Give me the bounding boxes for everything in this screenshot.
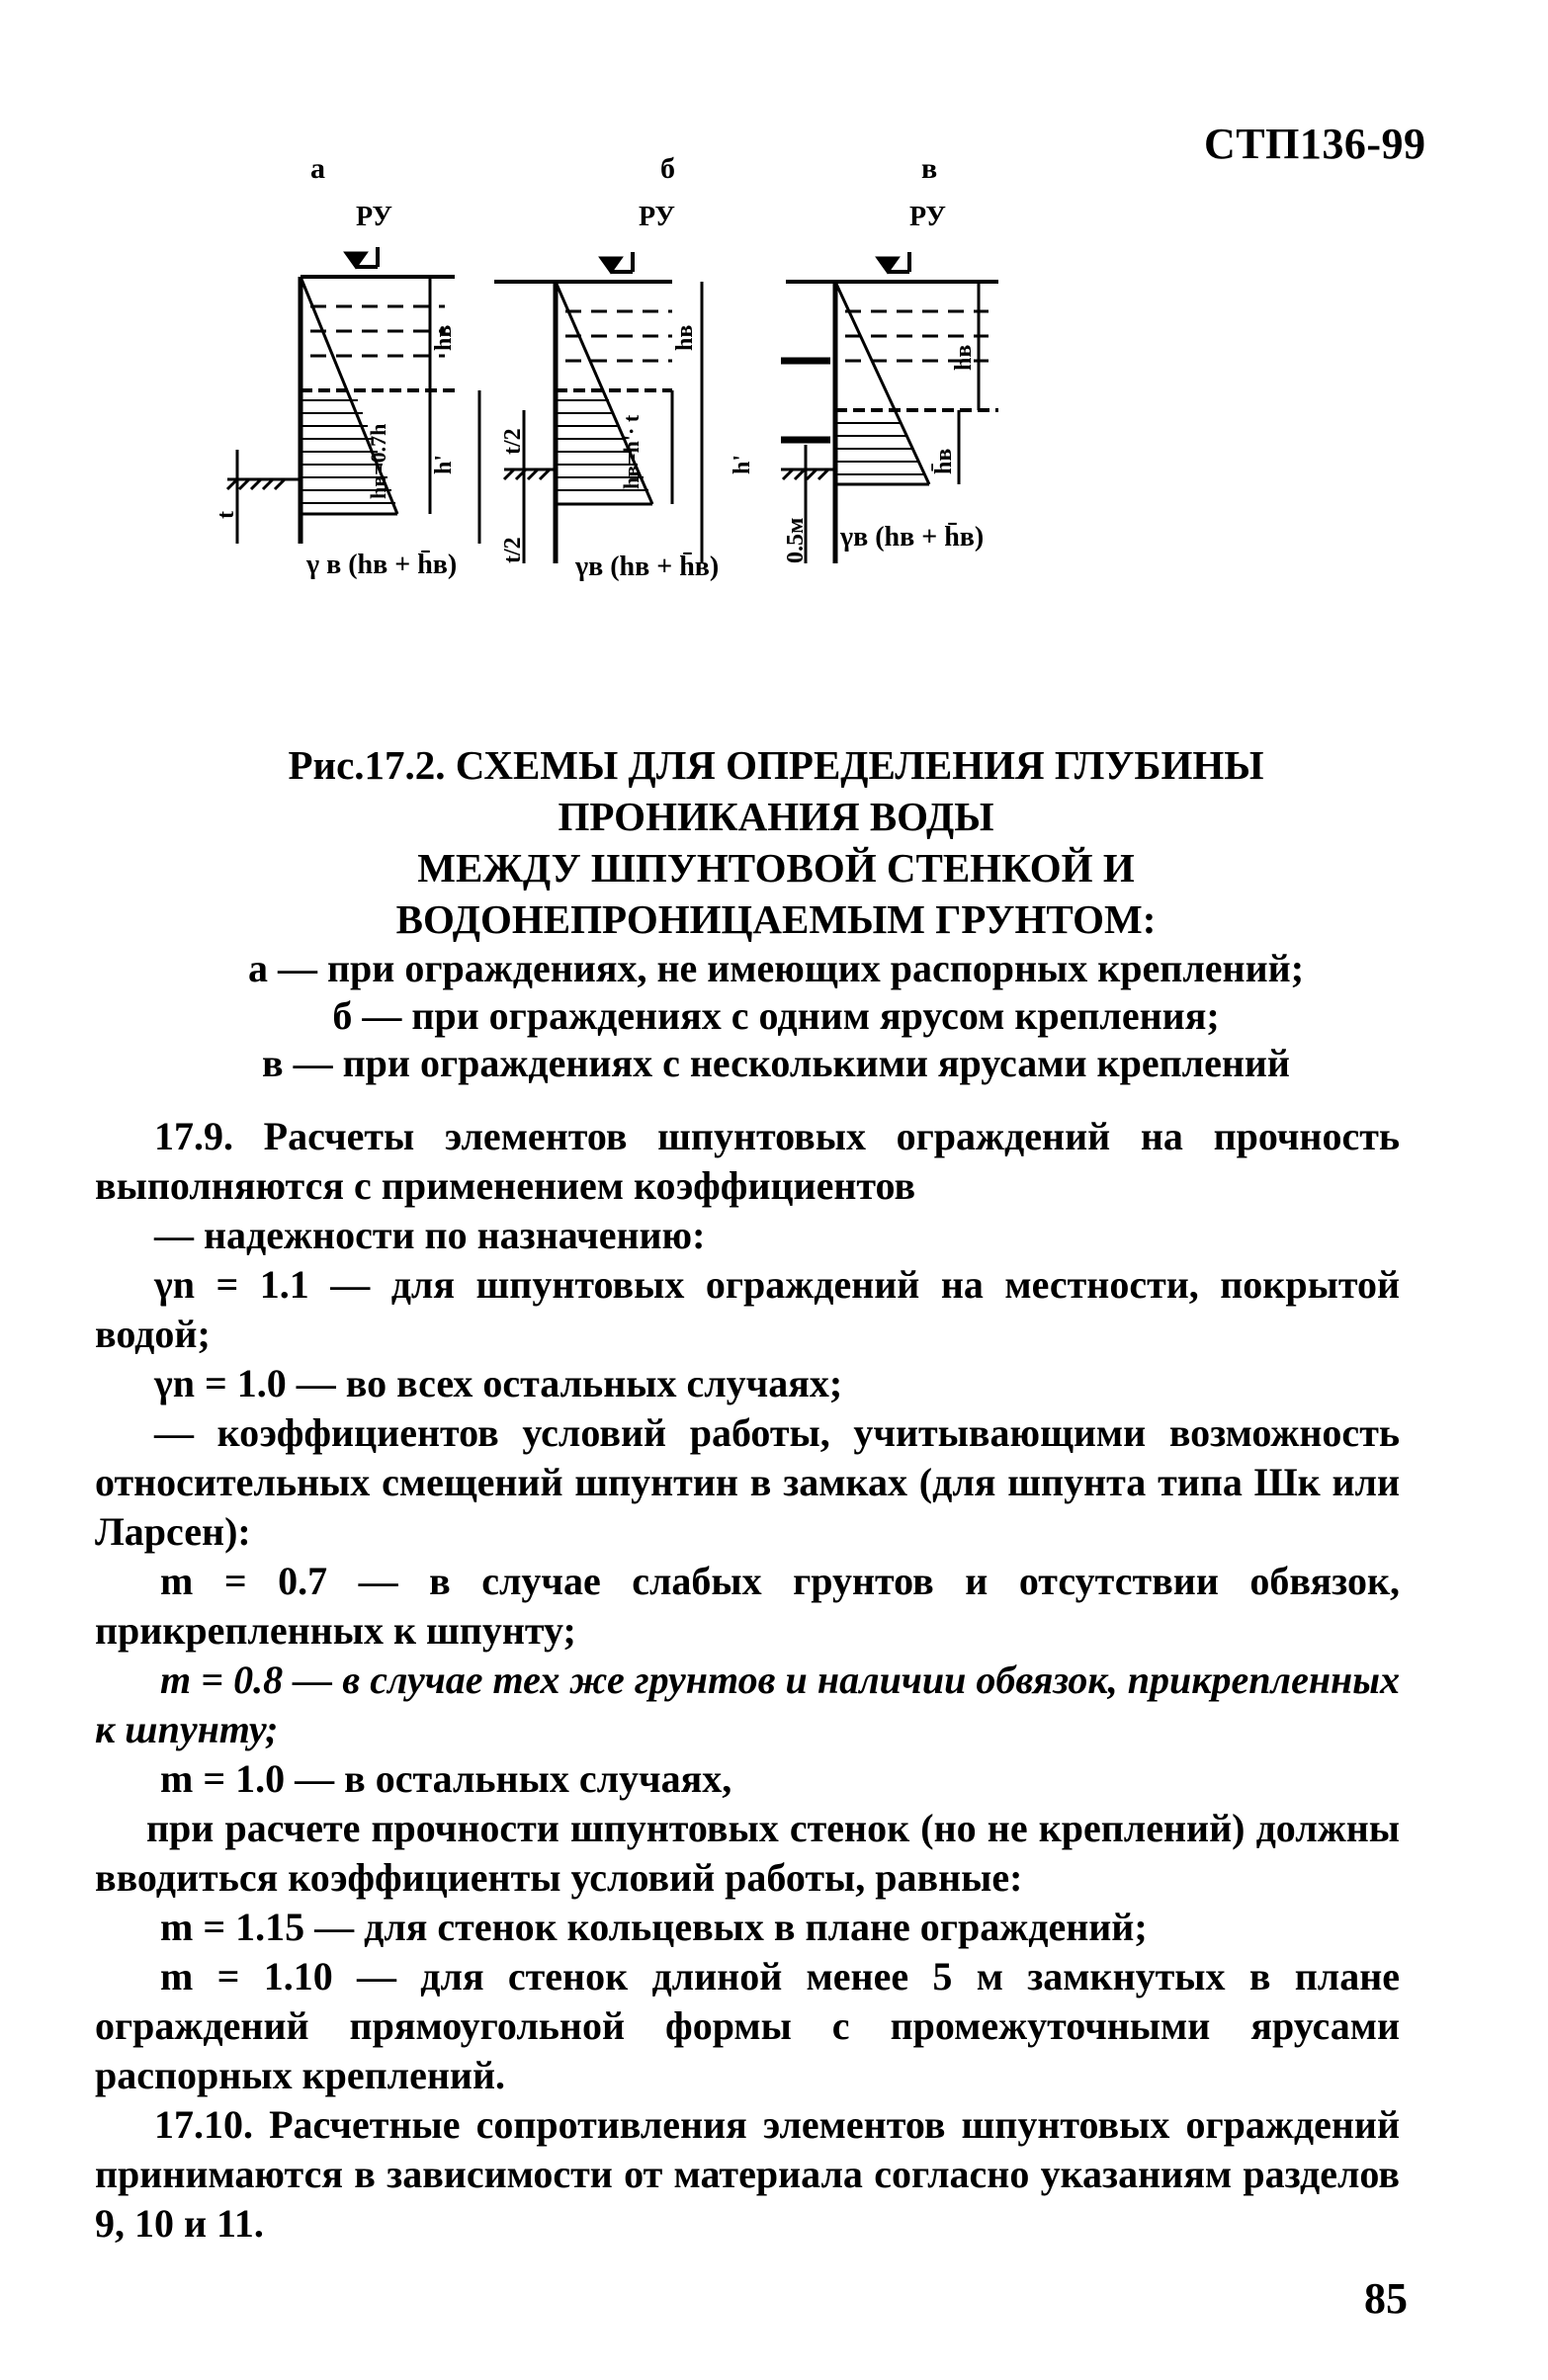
panel-b-base-formula: γв (hв + h̄в): [575, 552, 720, 582]
m-0-8: m = 0.8 — в случае тех же грунтов и наличии обвязок, прикрепленных к шпунту;: [95, 1658, 1400, 1751]
paragraph-17-9: 17.9. Расчеты элементов шпунтовых ограждений на прочность выполняются с применением коэффициентов: [95, 1114, 1400, 1208]
m-1-10: m = 1.10 — для стенок длиной менее 5 м замкнутых в плане ограждений прямоугольной формы с промежуточными ярусами распорных креплений.: [95, 1954, 1400, 2097]
panel-a-label-hv: hв: [431, 324, 457, 351]
document-code: СТП136-99: [1204, 120, 1426, 168]
body-text: [95, 1112, 1400, 2249]
page-number: 85: [1364, 2274, 1408, 2323]
panel-a-letter: а: [310, 152, 325, 185]
panel-a-load-label: РУ: [356, 202, 392, 232]
panel-v-label-hv-bar: h̄в: [931, 448, 957, 474]
panel-v-letter: в: [921, 152, 938, 185]
m-1-0: m = 1.0 — в остальных случаях,: [160, 1756, 732, 1801]
strength-calc-paragraph: при расчете прочности шпунтовых стенок (но не креплений) должны вводиться коэффициенты условий работы, равные:: [95, 1806, 1400, 1900]
caption-title-line-1: Рис.17.2. СХЕМЫ ДЛЯ ОПРЕДЕЛЕНИЯ ГЛУБИНЫ ПРОНИКАНИЯ ВОДЫ: [288, 742, 1264, 839]
reliability-heading: — надежности по назначению:: [154, 1213, 706, 1257]
figure-caption-title: [148, 739, 1404, 1087]
panel-b: [494, 252, 702, 563]
panel-b-label-hv: hв: [672, 324, 698, 351]
panel-v: [781, 252, 998, 563]
panel-a-label-hprime: h': [431, 454, 457, 474]
panel-a: [227, 247, 479, 544]
gamma-n-1-1: γn = 1.1 — для шпунтовых ограждений на местности, покрытой водой;: [95, 1262, 1400, 1356]
m-1-15: m = 1.15 — для стенок кольцевых в плане ограждений;: [160, 1905, 1148, 1949]
panel-v-base-formula: γв (hв + h̄в): [840, 522, 985, 552]
panel-b-label-hvt: hв=h'· t: [619, 414, 644, 489]
panel-a-label-t: t: [214, 511, 239, 519]
caption-item-a: а — при ограждениях, не имеющих распорных креплений;: [247, 946, 1305, 990]
panel-b-letter: б: [660, 152, 675, 185]
panel-v-label-hv: hв: [951, 344, 977, 371]
caption-title-line-2: МЕЖДУ ШПУНТОВОЙ СТЕНКОЙ И ВОДОНЕПРОНИЦАЕМЫМ ГРУНТОМ:: [395, 845, 1157, 942]
panel-b-label-t2-top: t/2: [500, 428, 526, 455]
panel-b-label-hprime: h': [730, 454, 755, 474]
m-0-7: m = 0.7 — в случае слабых грунтов и отсутствии обвязок, прикрепленных к шпунту;: [95, 1559, 1400, 1653]
panel-b-label-t2-bottom: t/2: [500, 537, 526, 563]
panel-v-label-05m: 0.5м: [783, 517, 809, 563]
panel-a-base-formula: γ в (hв + h̄в): [306, 550, 458, 580]
panel-a-label-hv07: hв=0.7h: [366, 423, 390, 499]
work-conditions-heading: — коэффициентов условий работы, учитывающими возможность относительных смещений шпунтин в замках (для шпунта типа Шк или Ларсен):: [95, 1410, 1400, 1554]
figure-scheme: [208, 148, 1176, 642]
gamma-n-1-0: γn = 1.0 — во всех остальных случаях;: [154, 1361, 843, 1405]
caption-item-v: в — при ограждениях с несколькими ярусами креплений: [262, 1041, 1290, 1085]
caption-item-b: б — при ограждениях с одним ярусом крепления;: [332, 993, 1220, 1038]
panel-v-load-label: РУ: [909, 202, 946, 232]
panel-b-load-label: РУ: [639, 202, 675, 232]
paragraph-17-10: 17.10. Расчетные сопротивления элементов шпунтовых ограждений принимаются в зависимости от материала согласно указаниям разделов 9, 10 и 11.: [95, 2102, 1400, 2246]
